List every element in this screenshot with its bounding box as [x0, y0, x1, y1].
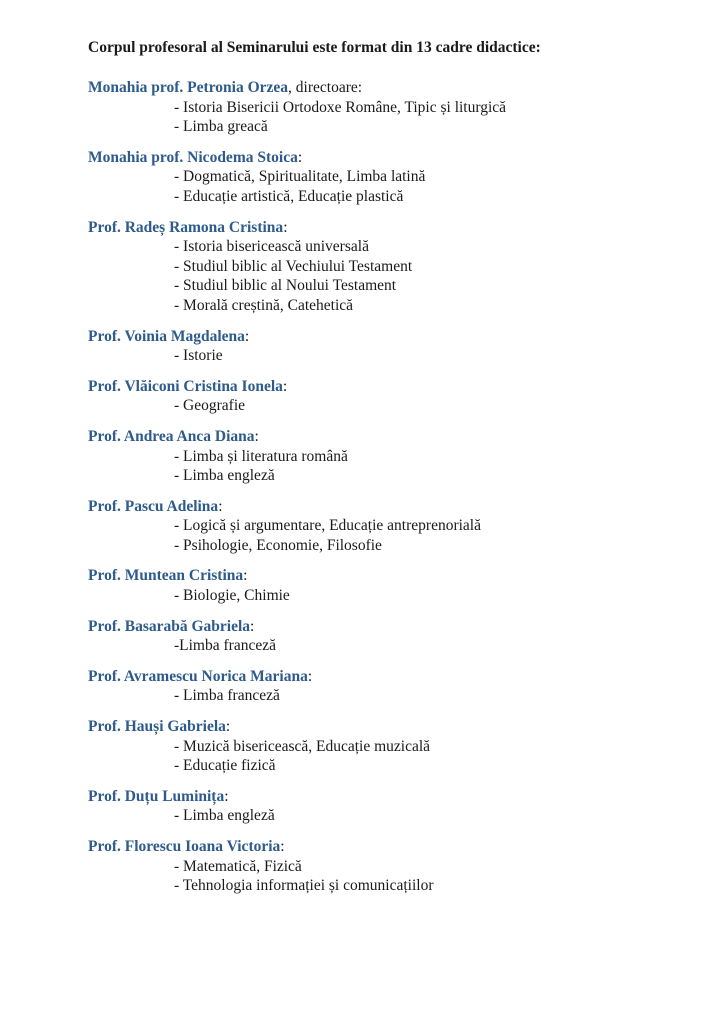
subject-item: - Istoria Bisericii Ortodoxe Române, Tipic și liturgică — [174, 98, 507, 116]
teacher-entry — [88, 427, 698, 486]
teacher-heading-line — [88, 327, 698, 347]
teacher-name: Prof. Vlăiconi Cristina Ionela — [88, 377, 283, 395]
subject-list — [88, 447, 698, 486]
teacher-entry — [88, 327, 698, 366]
subject-item: - Limba engleză — [174, 807, 275, 825]
teacher-entry — [88, 717, 698, 776]
subject-item: - Limba și literatura română — [174, 447, 348, 465]
document-page — [88, 38, 698, 907]
subject-list — [88, 636, 698, 656]
teacher-heading-line — [88, 566, 698, 586]
teacher-heading-line — [88, 787, 698, 807]
teacher-entry — [88, 377, 698, 416]
subject-list — [88, 806, 698, 826]
teacher-heading-line — [88, 377, 698, 397]
subject-item: - Matematică, Fizică — [174, 857, 302, 875]
teacher-heading-line — [88, 667, 698, 687]
teacher-name: Prof. Basarabă Gabriela — [88, 617, 251, 635]
subject-item: - Logică și argumentare, Educație antreprenorială — [174, 517, 481, 535]
teacher-entry — [88, 787, 698, 826]
teacher-role-suffix: : — [282, 377, 288, 395]
teacher-name: Prof. Radeș Ramona Cristina — [88, 218, 284, 236]
subject-list — [88, 686, 698, 706]
teacher-name: Prof. Florescu Ioana Victoria — [88, 838, 281, 855]
teacher-heading-line — [88, 148, 698, 168]
teacher-name: Prof. Voinia Magdalena — [88, 327, 245, 345]
teacher-name: Prof. Pascu Adelina — [88, 497, 219, 515]
subject-item: - Limba greacă — [174, 118, 268, 136]
teacher-heading-line — [88, 218, 698, 238]
subject-list — [88, 167, 698, 206]
teacher-heading-line — [88, 427, 698, 447]
teacher-role-suffix: : — [297, 148, 303, 166]
teacher-name: Prof. Muntean Cristina — [88, 567, 244, 585]
subject-item: - Tehnologia informației și comunicațiilor — [174, 877, 434, 895]
subject-list — [88, 516, 698, 555]
teacher-entry — [88, 218, 698, 316]
subject-item: - Istoria bisericească universală — [174, 238, 369, 256]
subject-item: - Morală creștină, Catehetică — [174, 296, 354, 314]
teacher-entry — [88, 566, 698, 605]
teacher-name: Prof. Avramescu Norica Mariana — [88, 667, 308, 685]
teacher-entry — [88, 497, 698, 556]
subject-item: - Limba franceză — [174, 687, 280, 705]
teacher-role-suffix: : — [243, 567, 248, 585]
teacher-heading-line — [88, 617, 698, 637]
teacher-entry — [88, 667, 698, 706]
teacher-role-suffix: : — [244, 327, 250, 345]
subject-item: - Psihologie, Economie, Filosofie — [174, 536, 382, 554]
teacher-role-suffix: : — [307, 667, 313, 685]
teacher-entry — [88, 617, 698, 656]
teacher-heading-line — [88, 717, 698, 737]
teacher-role-suffix: : — [283, 218, 288, 236]
subject-list — [88, 396, 698, 416]
teacher-heading-line — [88, 78, 698, 98]
teacher-role-suffix: : — [250, 617, 255, 635]
teacher-role-suffix: : — [224, 787, 229, 805]
subject-item: - Dogmatică, Spiritualitate, Limba latină — [174, 168, 426, 186]
teacher-name: Monahia prof. Nicodema Stoica — [88, 148, 298, 166]
teacher-name: Prof. Hauși Gabriela — [88, 718, 226, 736]
teacher-role-suffix: : — [254, 427, 259, 445]
teacher-list — [88, 78, 698, 896]
subject-item: - Limba engleză — [174, 467, 275, 485]
subject-item: - Biologie, Chimie — [174, 587, 290, 605]
subject-item: - Muzică bisericească, Educație muzicală — [174, 737, 431, 755]
subject-item: - Studiul biblic al Vechiului Testament — [174, 257, 413, 275]
subject-list — [88, 586, 698, 606]
teacher-role-suffix: : — [218, 497, 223, 515]
teacher-entry — [88, 78, 698, 137]
subject-item: - Educație fizică — [174, 757, 276, 775]
subject-list — [88, 857, 698, 896]
teacher-role-suffix: : — [280, 838, 285, 855]
teacher-name: Prof. Duțu Luminița — [88, 787, 225, 805]
teacher-name: Monahia prof. Petronia Orzea — [88, 79, 289, 96]
teacher-heading-line — [88, 497, 698, 517]
teacher-name: Prof. Andrea Anca Diana — [88, 427, 255, 445]
subject-item: -Limba franceză — [174, 637, 276, 655]
teacher-heading-line — [88, 837, 698, 857]
teacher-role-suffix: , directoare: — [288, 79, 363, 96]
teacher-role-suffix: : — [225, 718, 231, 736]
subject-item: - Educație artistică, Educație plastică — [174, 187, 404, 205]
subject-item: - Istorie — [174, 347, 223, 365]
teacher-entry — [88, 148, 698, 207]
teacher-entry — [88, 837, 698, 896]
subject-list — [88, 346, 698, 366]
subject-list — [88, 737, 698, 776]
page-heading: Corpul profesoral al Seminarului este format din 13 cadre didactice: — [88, 39, 541, 56]
subject-item: - Studiul biblic al Noului Testament — [174, 277, 397, 295]
subject-list — [88, 237, 698, 315]
subject-item: - Geografie — [174, 397, 245, 415]
subject-list — [88, 98, 698, 137]
